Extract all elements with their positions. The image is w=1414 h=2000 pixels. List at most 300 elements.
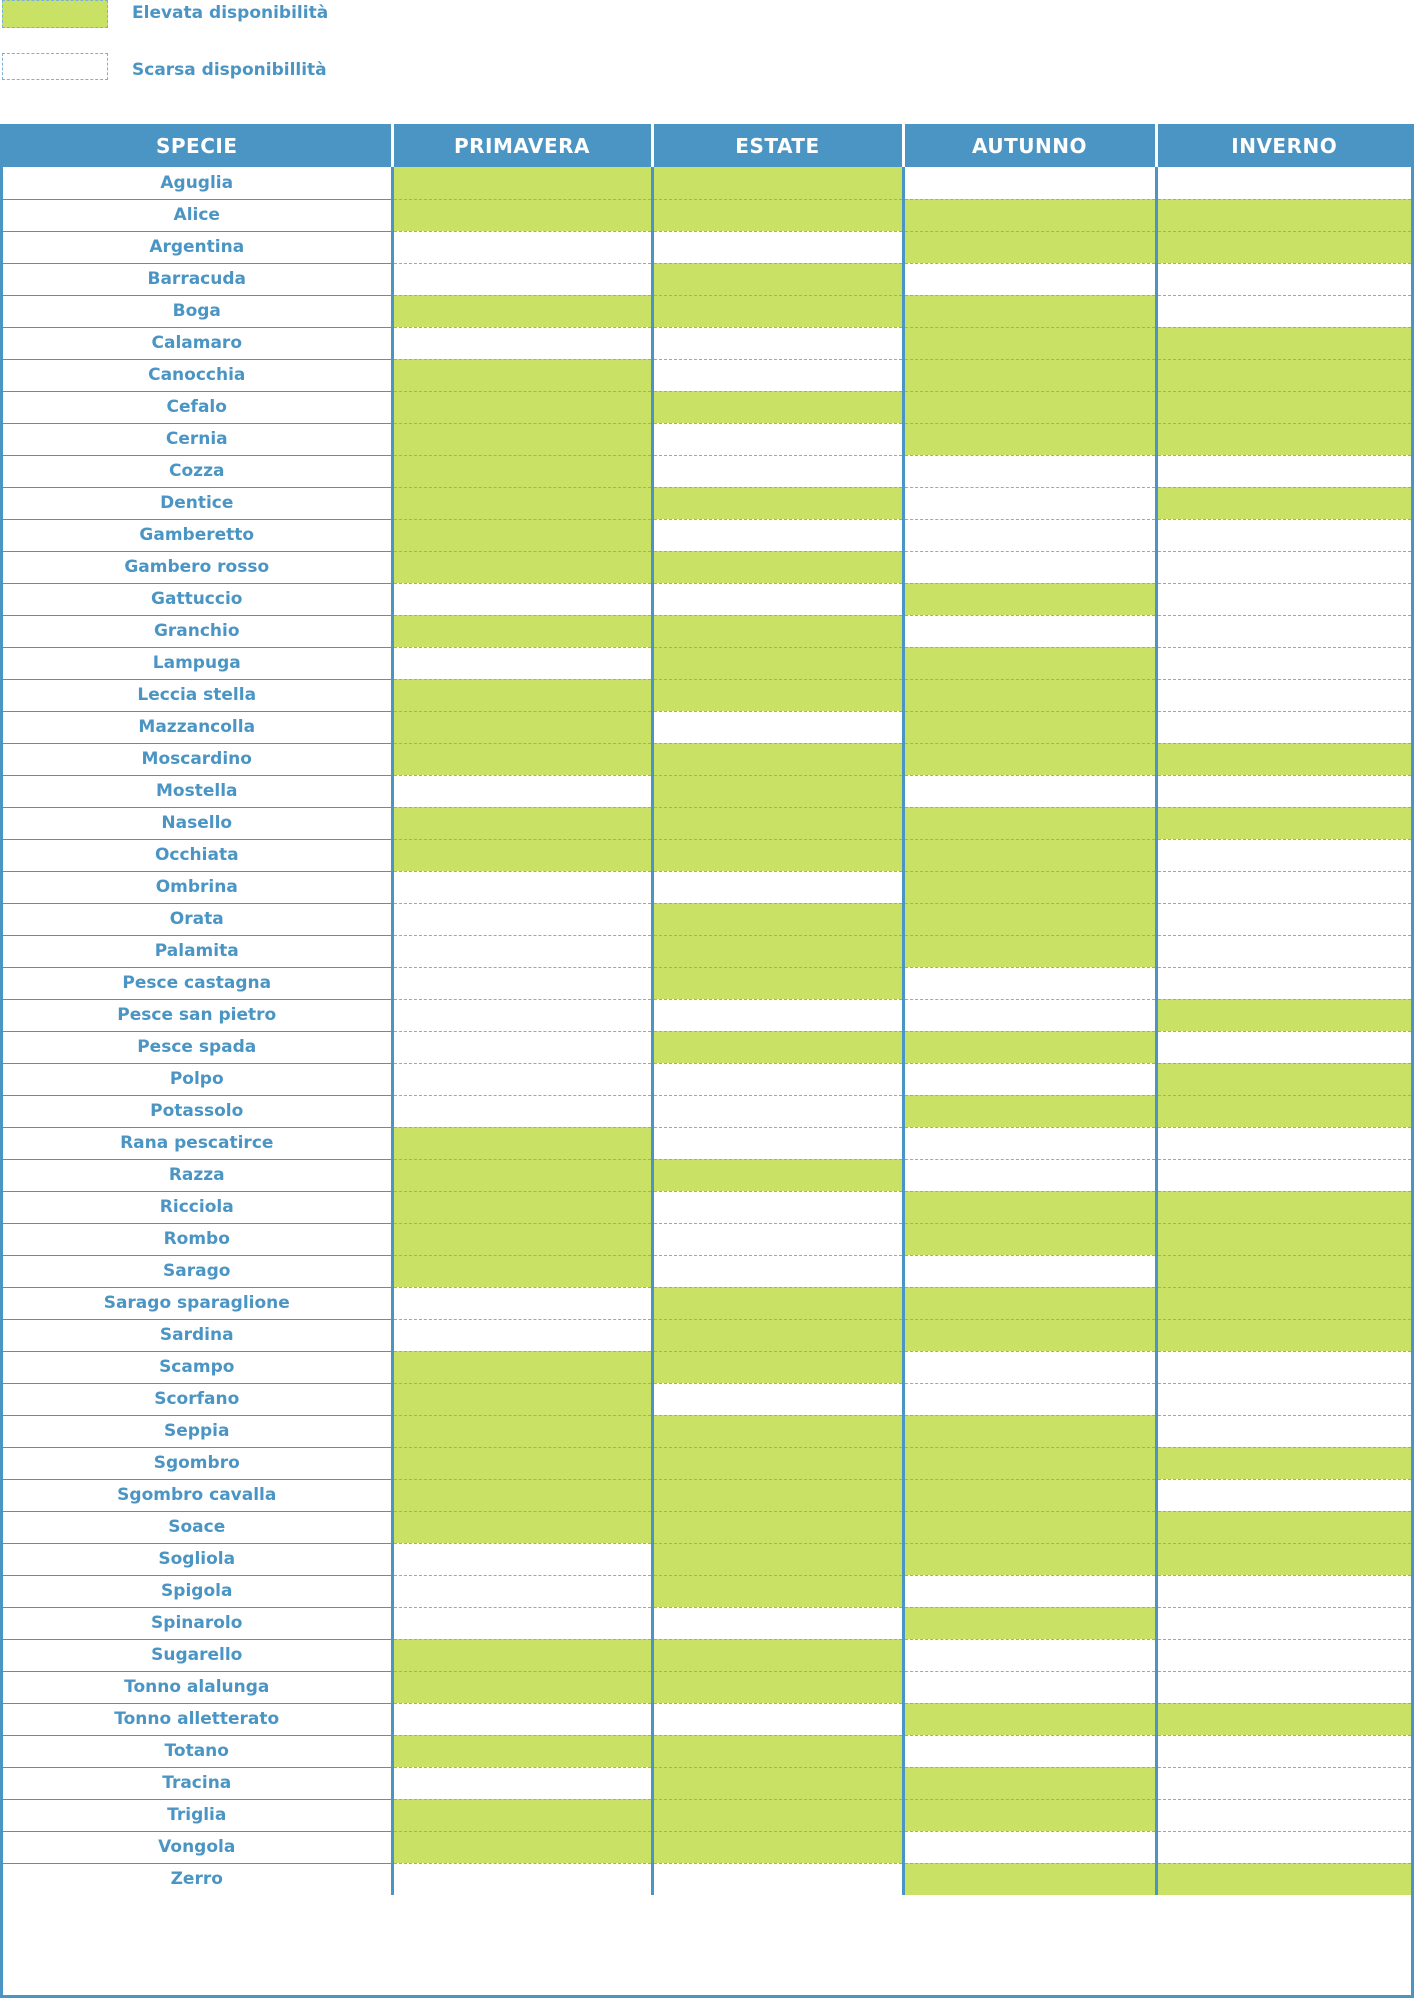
species-name: Leccia stella [3, 679, 392, 711]
availability-cell-primavera [392, 711, 652, 743]
availability-cell-inverno [1156, 1479, 1411, 1511]
availability-cell-autunno [903, 935, 1156, 967]
table-row [3, 1863, 1411, 1895]
availability-cell-primavera [392, 1415, 652, 1447]
table-row [3, 1031, 1411, 1063]
availability-cell-inverno [1156, 807, 1411, 839]
table-row [3, 647, 1411, 679]
availability-cell-autunno [903, 455, 1156, 487]
table-row [3, 1799, 1411, 1831]
availability-cell-estate [652, 711, 903, 743]
species-name: Tonno alalunga [3, 1671, 392, 1703]
availability-cell-autunno [903, 999, 1156, 1031]
availability-cell-autunno [903, 295, 1156, 327]
availability-cell-estate [652, 1735, 903, 1767]
availability-cell-primavera [392, 999, 652, 1031]
availability-cell-autunno [903, 1159, 1156, 1191]
table-row [3, 1735, 1411, 1767]
table-row [3, 999, 1411, 1031]
species-name: Aguglia [3, 167, 392, 199]
table-row [3, 1543, 1411, 1575]
availability-cell-autunno [903, 583, 1156, 615]
availability-cell-inverno [1156, 551, 1411, 583]
availability-cell-primavera [392, 1703, 652, 1735]
availability-cell-inverno [1156, 1255, 1411, 1287]
availability-cell-inverno [1156, 775, 1411, 807]
table-row [3, 1319, 1411, 1351]
table-row [3, 679, 1411, 711]
availability-cell-primavera [392, 359, 652, 391]
availability-cell-primavera [392, 199, 652, 231]
table-row [3, 1511, 1411, 1543]
table-row [3, 295, 1411, 327]
table-row [3, 1255, 1411, 1287]
availability-cell-estate [652, 615, 903, 647]
availability-cell-estate [652, 487, 903, 519]
species-name: Potassolo [3, 1095, 392, 1127]
species-name: Gambero rosso [3, 551, 392, 583]
availability-cell-primavera [392, 391, 652, 423]
availability-cell-autunno [903, 199, 1156, 231]
availability-cell-primavera [392, 231, 652, 263]
table-row [3, 1383, 1411, 1415]
availability-table [3, 124, 1411, 1895]
availability-cell-primavera [392, 167, 652, 199]
availability-cell-estate [652, 1863, 903, 1895]
availability-cell-inverno [1156, 935, 1411, 967]
availability-cell-inverno [1156, 1671, 1411, 1703]
availability-cell-primavera [392, 1159, 652, 1191]
availability-cell-autunno [903, 1031, 1156, 1063]
table-row [3, 391, 1411, 423]
availability-cell-primavera [392, 487, 652, 519]
header-autunno: AUTUNNO [903, 124, 1156, 167]
availability-cell-primavera [392, 1191, 652, 1223]
availability-cell-estate [652, 935, 903, 967]
species-name: Sgombro [3, 1447, 392, 1479]
availability-cell-autunno [903, 647, 1156, 679]
availability-cell-inverno [1156, 1575, 1411, 1607]
species-name: Polpo [3, 1063, 392, 1095]
species-name: Ricciola [3, 1191, 392, 1223]
species-name: Tracina [3, 1767, 392, 1799]
availability-cell-inverno [1156, 583, 1411, 615]
availability-cell-autunno [903, 1607, 1156, 1639]
table-row [3, 775, 1411, 807]
table-row [3, 1351, 1411, 1383]
availability-cell-primavera [392, 1447, 652, 1479]
availability-cell-estate [652, 1159, 903, 1191]
species-name: Moscardino [3, 743, 392, 775]
table-body [3, 167, 1411, 1895]
availability-cell-primavera [392, 1255, 652, 1287]
availability-cell-autunno [903, 1799, 1156, 1831]
availability-cell-autunno [903, 1095, 1156, 1127]
availability-cell-inverno [1156, 1287, 1411, 1319]
table-row [3, 583, 1411, 615]
availability-cell-inverno [1156, 1415, 1411, 1447]
availability-cell-primavera [392, 1095, 652, 1127]
availability-cell-autunno [903, 711, 1156, 743]
table-row [3, 1831, 1411, 1863]
availability-cell-inverno [1156, 1703, 1411, 1735]
availability-cell-estate [652, 1831, 903, 1863]
species-name: Mazzancolla [3, 711, 392, 743]
availability-cell-autunno [903, 1191, 1156, 1223]
availability-cell-estate [652, 1575, 903, 1607]
availability-cell-primavera [392, 679, 652, 711]
species-name: Rana pescatirce [3, 1127, 392, 1159]
availability-cell-estate [652, 327, 903, 359]
availability-cell-estate [652, 1415, 903, 1447]
availability-cell-autunno [903, 231, 1156, 263]
availability-cell-inverno [1156, 263, 1411, 295]
availability-cell-primavera [392, 295, 652, 327]
availability-cell-primavera [392, 519, 652, 551]
availability-cell-primavera [392, 1575, 652, 1607]
availability-cell-primavera [392, 423, 652, 455]
availability-cell-inverno [1156, 1767, 1411, 1799]
availability-cell-estate [652, 455, 903, 487]
availability-cell-autunno [903, 615, 1156, 647]
availability-cell-autunno [903, 1735, 1156, 1767]
availability-cell-estate [652, 199, 903, 231]
availability-cell-estate [652, 391, 903, 423]
availability-cell-estate [652, 1511, 903, 1543]
species-name: Orata [3, 903, 392, 935]
availability-cell-autunno [903, 1863, 1156, 1895]
availability-cell-inverno [1156, 1095, 1411, 1127]
availability-cell-estate [652, 807, 903, 839]
legend-label-high: Elevata disponibilità [132, 3, 329, 23]
species-name: Spigola [3, 1575, 392, 1607]
availability-cell-autunno [903, 167, 1156, 199]
table-row [3, 1223, 1411, 1255]
table-row [3, 967, 1411, 999]
availability-cell-estate [652, 1095, 903, 1127]
availability-cell-inverno [1156, 327, 1411, 359]
species-name: Cernia [3, 423, 392, 455]
availability-cell-inverno [1156, 999, 1411, 1031]
header-species: SPECIE [3, 124, 392, 167]
table-row [3, 903, 1411, 935]
table-row [3, 807, 1411, 839]
table-row [3, 1767, 1411, 1799]
legend-label-low: Scarsa disponibillità [132, 60, 327, 80]
availability-cell-autunno [903, 391, 1156, 423]
availability-cell-estate [652, 1351, 903, 1383]
availability-cell-primavera [392, 967, 652, 999]
availability-cell-autunno [903, 1703, 1156, 1735]
availability-cell-autunno [903, 327, 1156, 359]
availability-cell-primavera [392, 1767, 652, 1799]
availability-cell-inverno [1156, 615, 1411, 647]
species-name: Razza [3, 1159, 392, 1191]
species-name: Gattuccio [3, 583, 392, 615]
availability-cell-estate [652, 263, 903, 295]
species-name: Canocchia [3, 359, 392, 391]
availability-cell-estate [652, 903, 903, 935]
availability-cell-inverno [1156, 1351, 1411, 1383]
availability-cell-autunno [903, 775, 1156, 807]
availability-cell-inverno [1156, 519, 1411, 551]
table-row [3, 199, 1411, 231]
legend-swatch-low [2, 53, 108, 80]
availability-cell-autunno [903, 839, 1156, 871]
availability-cell-primavera [392, 1671, 652, 1703]
species-name: Cozza [3, 455, 392, 487]
species-name: Sgombro cavalla [3, 1479, 392, 1511]
availability-cell-inverno [1156, 711, 1411, 743]
table-row [3, 935, 1411, 967]
species-name: Spinarolo [3, 1607, 392, 1639]
availability-cell-autunno [903, 1479, 1156, 1511]
availability-cell-estate [652, 1031, 903, 1063]
species-name: Calamaro [3, 327, 392, 359]
availability-cell-estate [652, 999, 903, 1031]
availability-cell-inverno [1156, 903, 1411, 935]
availability-cell-autunno [903, 1543, 1156, 1575]
availability-cell-inverno [1156, 1159, 1411, 1191]
table-row [3, 455, 1411, 487]
species-name: Barracuda [3, 263, 392, 295]
availability-cell-primavera [392, 1831, 652, 1863]
availability-cell-estate [652, 583, 903, 615]
availability-cell-autunno [903, 967, 1156, 999]
availability-cell-autunno [903, 1767, 1156, 1799]
availability-cell-primavera [392, 1319, 652, 1351]
species-name: Seppia [3, 1415, 392, 1447]
availability-cell-estate [652, 679, 903, 711]
table-row [3, 1159, 1411, 1191]
availability-cell-estate [652, 775, 903, 807]
availability-cell-inverno [1156, 1127, 1411, 1159]
species-name: Sardina [3, 1319, 392, 1351]
availability-cell-primavera [392, 807, 652, 839]
availability-cell-inverno [1156, 487, 1411, 519]
species-name: Occhiata [3, 839, 392, 871]
species-name: Totano [3, 1735, 392, 1767]
availability-cell-autunno [903, 1319, 1156, 1351]
availability-cell-autunno [903, 903, 1156, 935]
species-name: Tonno alletterato [3, 1703, 392, 1735]
availability-cell-estate [652, 167, 903, 199]
availability-cell-primavera [392, 263, 652, 295]
availability-cell-estate [652, 359, 903, 391]
availability-cell-estate [652, 1703, 903, 1735]
availability-cell-inverno [1156, 1223, 1411, 1255]
table-row [3, 1127, 1411, 1159]
availability-cell-estate [652, 743, 903, 775]
availability-cell-primavera [392, 1511, 652, 1543]
header-primavera: PRIMAVERA [392, 124, 652, 167]
availability-cell-autunno [903, 423, 1156, 455]
availability-cell-inverno [1156, 1735, 1411, 1767]
availability-cell-inverno [1156, 1639, 1411, 1671]
availability-cell-primavera [392, 551, 652, 583]
availability-cell-primavera [392, 1031, 652, 1063]
availability-cell-inverno [1156, 1831, 1411, 1863]
availability-cell-autunno [903, 743, 1156, 775]
availability-cell-estate [652, 1287, 903, 1319]
species-name: Zerro [3, 1863, 392, 1895]
availability-cell-inverno [1156, 1319, 1411, 1351]
availability-cell-primavera [392, 935, 652, 967]
species-name: Argentina [3, 231, 392, 263]
availability-cell-inverno [1156, 1799, 1411, 1831]
availability-cell-inverno [1156, 1031, 1411, 1063]
species-name: Ombrina [3, 871, 392, 903]
availability-cell-inverno [1156, 199, 1411, 231]
availability-cell-primavera [392, 1223, 652, 1255]
availability-cell-inverno [1156, 1543, 1411, 1575]
species-name: Scampo [3, 1351, 392, 1383]
species-name: Sogliola [3, 1543, 392, 1575]
availability-cell-estate [652, 839, 903, 871]
table-row [3, 615, 1411, 647]
availability-cell-estate [652, 551, 903, 583]
availability-cell-autunno [903, 1575, 1156, 1607]
availability-cell-primavera [392, 1543, 652, 1575]
availability-cell-estate [652, 871, 903, 903]
table-row [3, 711, 1411, 743]
availability-cell-estate [652, 423, 903, 455]
availability-cell-autunno [903, 519, 1156, 551]
availability-cell-primavera [392, 1287, 652, 1319]
availability-cell-primavera [392, 1351, 652, 1383]
availability-cell-autunno [903, 359, 1156, 391]
table-row [3, 423, 1411, 455]
header-inverno: INVERNO [1156, 124, 1411, 167]
table-row [3, 1607, 1411, 1639]
species-name: Vongola [3, 1831, 392, 1863]
availability-cell-primavera [392, 327, 652, 359]
species-name: Sugarello [3, 1639, 392, 1671]
availability-cell-estate [652, 1319, 903, 1351]
availability-cell-primavera [392, 1383, 652, 1415]
availability-cell-estate [652, 1223, 903, 1255]
table-row [3, 519, 1411, 551]
availability-cell-inverno [1156, 1063, 1411, 1095]
species-name: Sarago [3, 1255, 392, 1287]
availability-cell-estate [652, 1543, 903, 1575]
table-row [3, 1479, 1411, 1511]
availability-cell-autunno [903, 1639, 1156, 1671]
availability-cell-autunno [903, 1255, 1156, 1287]
availability-cell-estate [652, 1383, 903, 1415]
availability-cell-estate [652, 1799, 903, 1831]
availability-cell-primavera [392, 455, 652, 487]
availability-cell-estate [652, 647, 903, 679]
availability-cell-estate [652, 1607, 903, 1639]
legend [0, 0, 500, 100]
availability-cell-estate [652, 295, 903, 327]
species-name: Lampuga [3, 647, 392, 679]
species-name: Nasello [3, 807, 392, 839]
availability-cell-primavera [392, 743, 652, 775]
species-name: Dentice [3, 487, 392, 519]
table-row [3, 871, 1411, 903]
availability-cell-autunno [903, 1287, 1156, 1319]
availability-cell-inverno [1156, 679, 1411, 711]
table-row [3, 1063, 1411, 1095]
availability-cell-autunno [903, 1671, 1156, 1703]
availability-cell-autunno [903, 1511, 1156, 1543]
table-row [3, 1671, 1411, 1703]
availability-cell-primavera [392, 1607, 652, 1639]
availability-cell-inverno [1156, 871, 1411, 903]
species-name: Pesce spada [3, 1031, 392, 1063]
species-name: Cefalo [3, 391, 392, 423]
availability-cell-estate [652, 1639, 903, 1671]
table-row [3, 263, 1411, 295]
availability-cell-inverno [1156, 391, 1411, 423]
table-row [3, 1095, 1411, 1127]
table-row [3, 1639, 1411, 1671]
availability-cell-primavera [392, 839, 652, 871]
species-name: Granchio [3, 615, 392, 647]
availability-cell-inverno [1156, 839, 1411, 871]
availability-table-container [0, 124, 1414, 1998]
table-row [3, 743, 1411, 775]
availability-cell-primavera [392, 903, 652, 935]
table-row [3, 1575, 1411, 1607]
availability-cell-estate [652, 967, 903, 999]
availability-cell-autunno [903, 807, 1156, 839]
availability-cell-primavera [392, 1639, 652, 1671]
availability-cell-inverno [1156, 1191, 1411, 1223]
availability-cell-primavera [392, 1127, 652, 1159]
table-row [3, 487, 1411, 519]
species-name: Gamberetto [3, 519, 392, 551]
species-name: Scorfano [3, 1383, 392, 1415]
availability-cell-autunno [903, 1447, 1156, 1479]
table-row [3, 1191, 1411, 1223]
availability-cell-autunno [903, 1383, 1156, 1415]
species-name: Pesce san pietro [3, 999, 392, 1031]
availability-cell-estate [652, 1479, 903, 1511]
availability-cell-primavera [392, 615, 652, 647]
availability-cell-autunno [903, 679, 1156, 711]
availability-cell-estate [652, 1447, 903, 1479]
availability-cell-autunno [903, 263, 1156, 295]
availability-cell-primavera [392, 1479, 652, 1511]
availability-cell-inverno [1156, 1511, 1411, 1543]
availability-cell-autunno [903, 1351, 1156, 1383]
species-name: Alice [3, 199, 392, 231]
availability-cell-autunno [903, 1223, 1156, 1255]
availability-cell-estate [652, 1127, 903, 1159]
availability-cell-inverno [1156, 455, 1411, 487]
availability-cell-primavera [392, 1799, 652, 1831]
availability-cell-inverno [1156, 1607, 1411, 1639]
availability-cell-inverno [1156, 231, 1411, 263]
table-row [3, 231, 1411, 263]
availability-cell-inverno [1156, 423, 1411, 455]
species-name: Pesce castagna [3, 967, 392, 999]
table-row [3, 167, 1411, 199]
species-name: Rombo [3, 1223, 392, 1255]
table-row [3, 1415, 1411, 1447]
availability-cell-estate [652, 1191, 903, 1223]
table-row [3, 359, 1411, 391]
availability-cell-inverno [1156, 1383, 1411, 1415]
table-row [3, 1287, 1411, 1319]
species-name: Soace [3, 1511, 392, 1543]
legend-swatch-high [2, 0, 108, 28]
species-name: Sarago sparaglione [3, 1287, 392, 1319]
availability-cell-inverno [1156, 1447, 1411, 1479]
